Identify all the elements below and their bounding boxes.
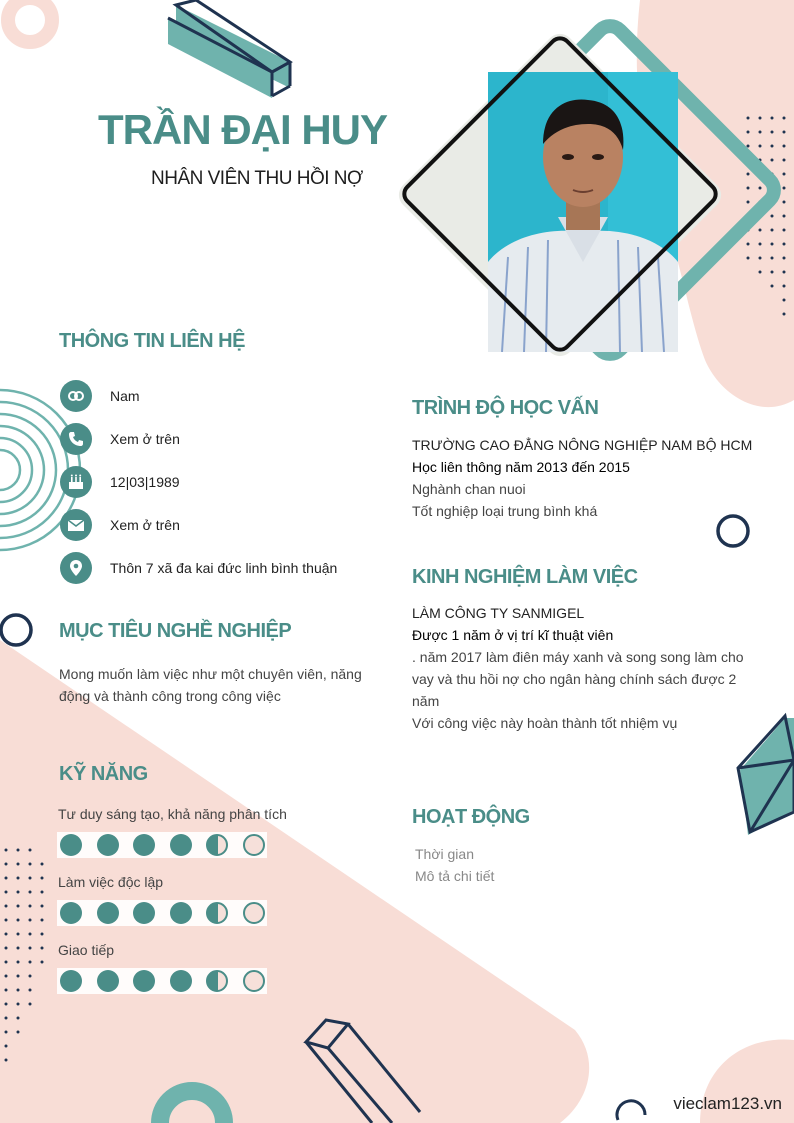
skill-dot-empty [243, 834, 265, 856]
experience-company: LÀM CÔNG TY SANMIGEL [412, 605, 585, 621]
skill-name: Tư duy sáng tạo, khả năng phân tích [58, 806, 287, 822]
skill-dot-empty [243, 970, 265, 992]
skill-dot-half [206, 902, 228, 924]
skill-dot-full [133, 834, 155, 856]
skill-dot-half [206, 834, 228, 856]
skill-rating [57, 832, 267, 858]
photo-frame [392, 26, 728, 366]
phone-value: Xem ở trên [110, 431, 180, 447]
skill-dot-full [60, 902, 82, 924]
birthday-value: 12|03|1989 [110, 474, 180, 490]
activities-time: Thời gian [415, 846, 474, 862]
gender-value: Nam [110, 388, 140, 404]
skill-dot-full [97, 902, 119, 924]
skill-rating [57, 900, 267, 926]
contact-email [60, 509, 180, 541]
activities-heading: HOẠT ĐỘNG [412, 806, 530, 828]
objective-line-2: động và thành công trong công việc [59, 688, 281, 704]
contact-gender [60, 380, 140, 412]
skill-dot-full [133, 902, 155, 924]
objective-line-1: Mong muốn làm việc như một chuyên viên, năng [59, 666, 362, 682]
experience-desc-2: vay và thu hồi nợ cho ngân hàng chính sách được 2 [412, 671, 737, 687]
activities-detail: Mô tả chi tiết [415, 868, 495, 884]
experience-desc-1: . năm 2017 làm điên máy xanh và song song làm cho [412, 649, 744, 665]
experience-desc-4: Với công việc này hoàn thành tốt nhiệm vụ [412, 715, 678, 731]
skill-dot-full [170, 834, 192, 856]
candidate-name: TRẦN ĐẠI HUY [98, 106, 387, 153]
skill-dot-empty [243, 902, 265, 924]
experience-position: Được 1 năm ở vị trí kĩ thuật viên [412, 627, 614, 643]
skill-rating [57, 968, 267, 994]
education-heading: TRÌNH ĐỘ HỌC VẤN [412, 397, 599, 419]
contact-address [60, 552, 337, 584]
brand-footer: vieclam123.vn [673, 1094, 782, 1113]
contact-phone [60, 423, 180, 455]
skill-dot-full [97, 834, 119, 856]
skill-dot-full [133, 970, 155, 992]
skill-dot-full [60, 834, 82, 856]
education-result: Tốt nghiệp loại trung bình khá [412, 503, 598, 519]
skill-dot-full [170, 970, 192, 992]
email-icon [60, 509, 92, 541]
contact-birthday [60, 466, 180, 498]
education-major: Nghành chan nuoi [412, 481, 526, 497]
experience-desc-3: năm [412, 693, 440, 709]
address-value: Thôn 7 xã đa kai đức linh bình thuận [110, 560, 338, 576]
skills-heading: KỸ NĂNG [59, 763, 148, 785]
skill-dot-full [97, 970, 119, 992]
education-school: TRƯỜNG CAO ĐẲNG NÔNG NGHIỆP NAM BỘ HCM [412, 437, 753, 453]
location-pin-icon [60, 552, 92, 584]
skill-name: Giao tiếp [58, 942, 115, 958]
contact-heading: THÔNG TIN LIÊN HỆ [59, 330, 245, 352]
birthday-cake-icon [60, 466, 92, 498]
phone-icon [60, 423, 92, 455]
skill-name: Làm việc độc lập [58, 874, 164, 890]
skill-dot-half [206, 970, 228, 992]
gender-icon [60, 380, 92, 412]
skill-dot-full [60, 970, 82, 992]
education-period: Học liên thông năm 2013 đến 2015 [412, 459, 630, 475]
skill-dot-full [170, 902, 192, 924]
objective-heading: MỤC TIÊU NGHỀ NGHIỆP [59, 620, 292, 642]
job-title: NHÂN VIÊN THU HỒI NỢ [151, 168, 363, 189]
experience-heading: KINH NGHIỆM LÀM VIỆC [412, 566, 638, 588]
email-value: Xem ở trên [110, 517, 180, 533]
